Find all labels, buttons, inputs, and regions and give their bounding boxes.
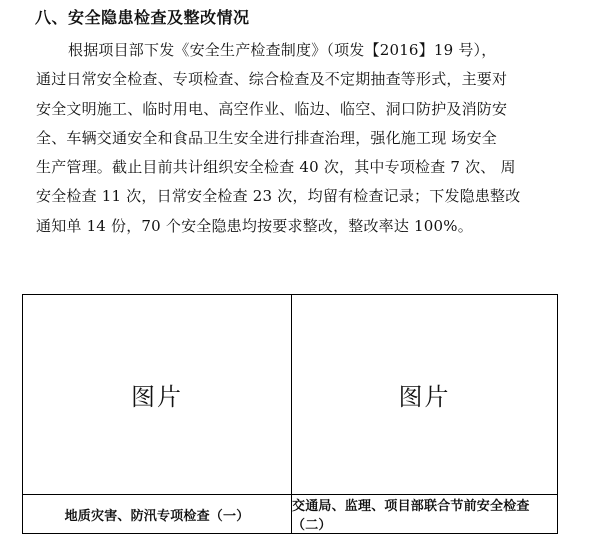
caption-cell-2 — [292, 495, 557, 533]
photo-placeholder-2: 图片 — [398, 383, 451, 411]
paragraph-line: 安全检查 11 次，日常安全检查 23 次，均留有检查记录；下发隐患整改 — [36, 187, 521, 206]
paragraph-line: 根据项目部下发《安全生产检查制度》（项发【2016】19 号）， — [68, 41, 497, 59]
photo-caption-1: 地质灾害、防汛专项检查（一） — [64, 508, 250, 524]
paragraph-line: 全、车辆交通安全和食品卫生安全进行排查治理，强化施工现 场安全 — [36, 128, 497, 147]
section-heading: 八、安全隐患检查及整改情况 — [35, 8, 250, 27]
paragraph-line: 生产管理。截止目前共计组织安全检查 40 次，其中专项检查 7 次、 周 — [36, 158, 516, 177]
paragraph-line: 通过日常安全检查、专项检查、综合检查及不定期抽查等形式，主要对 — [36, 70, 508, 89]
photo-cell-1 — [23, 295, 292, 495]
photo-placeholder-1: 图片 — [131, 383, 183, 411]
photo-table — [22, 294, 558, 534]
paragraph-line: 安全文明施工、临时用电、高空作业、临边、临空、洞口防护及消防安 — [36, 99, 508, 118]
caption-cell-1 — [23, 495, 292, 533]
report-paragraph — [36, 36, 556, 241]
paragraph-line: 通知单 14 份，70 个安全隐患均按要求整改，整改率达 100%。 — [36, 216, 473, 235]
photo-caption-2: 交通局、监理、项目部联合节前安全检查（二） — [292, 499, 530, 533]
photo-cell-2 — [292, 295, 557, 495]
